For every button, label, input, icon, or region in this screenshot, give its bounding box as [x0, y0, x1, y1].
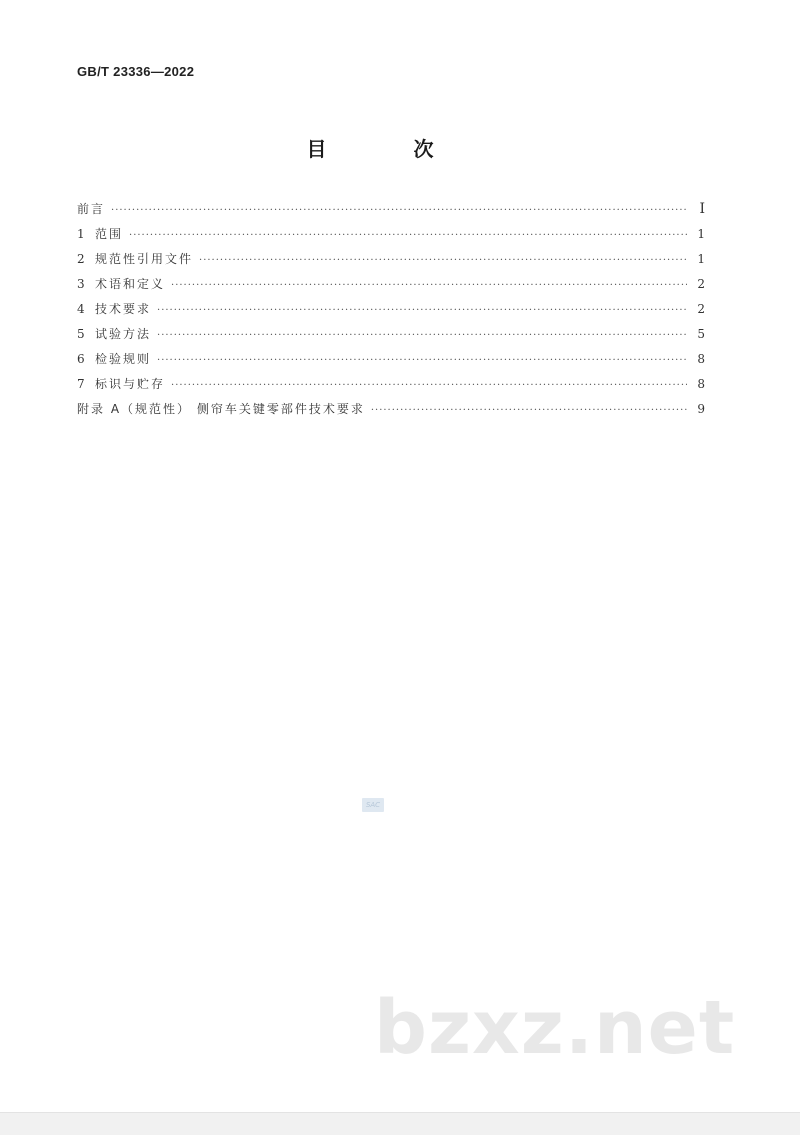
toc-entry-3[interactable]	[77, 275, 705, 300]
toc-number: 7	[77, 377, 85, 391]
sac-stamp-icon: SAC	[362, 798, 384, 812]
toc-label: 试验方法	[95, 327, 152, 341]
toc-label: 附录 A（规范性） 侧帘车关键零部件技术要求	[77, 402, 365, 416]
standard-code: GB/T 23336—2022	[77, 64, 195, 79]
toc-page-number: 2	[697, 277, 705, 291]
toc-entry-4[interactable]	[77, 300, 705, 325]
toc-label: 术语和定义	[95, 277, 166, 291]
toc-entry-5[interactable]	[77, 325, 705, 350]
toc-leader-dots	[371, 405, 687, 416]
toc-leader-dots	[129, 230, 687, 241]
toc-entry-1[interactable]	[77, 225, 705, 250]
toc-page-number: 1	[697, 252, 705, 266]
toc-label: 规范性引用文件	[95, 252, 194, 266]
toc-page-number: 9	[697, 402, 705, 416]
toc-page-number: 2	[697, 302, 705, 316]
toc-number: 1	[77, 227, 85, 241]
toc-leader-dots	[157, 355, 687, 366]
toc-page-number: 5	[697, 327, 705, 341]
toc-label: 前言	[77, 202, 106, 216]
toc-page-number: 1	[697, 227, 705, 241]
toc-label: 范围	[95, 227, 124, 241]
toc-entry-2[interactable]	[77, 250, 705, 275]
toc-leader-dots	[157, 330, 687, 341]
toc-page-number: 8	[697, 352, 705, 366]
toc-page-number: I	[699, 201, 705, 217]
toc-leader-dots	[171, 280, 687, 291]
toc-entry-6[interactable]	[77, 350, 705, 375]
toc-entry-7[interactable]	[77, 375, 705, 400]
toc-number: 4	[77, 302, 85, 316]
toc-leader-dots	[171, 380, 687, 391]
page-title: 目 次	[306, 137, 474, 161]
site-watermark: bzxz.net	[374, 985, 736, 1071]
toc-page-number: 8	[697, 377, 705, 391]
toc-entry-annex-a[interactable]	[77, 400, 705, 425]
toc-label: 技术要求	[95, 302, 152, 316]
toc-entry-foreword[interactable]	[77, 200, 705, 225]
toc-leader-dots	[111, 205, 687, 216]
toc-number: 3	[77, 277, 85, 291]
toc-label: 标识与贮存	[95, 377, 166, 391]
toc-leader-dots	[199, 255, 687, 266]
viewer-bottom-bar	[0, 1112, 800, 1135]
toc-label: 检验规则	[95, 352, 152, 366]
toc-number: 6	[77, 352, 85, 366]
toc-leader-dots	[157, 305, 687, 316]
toc-number: 2	[77, 252, 85, 266]
toc-number: 5	[77, 327, 85, 341]
table-of-contents	[77, 200, 705, 425]
